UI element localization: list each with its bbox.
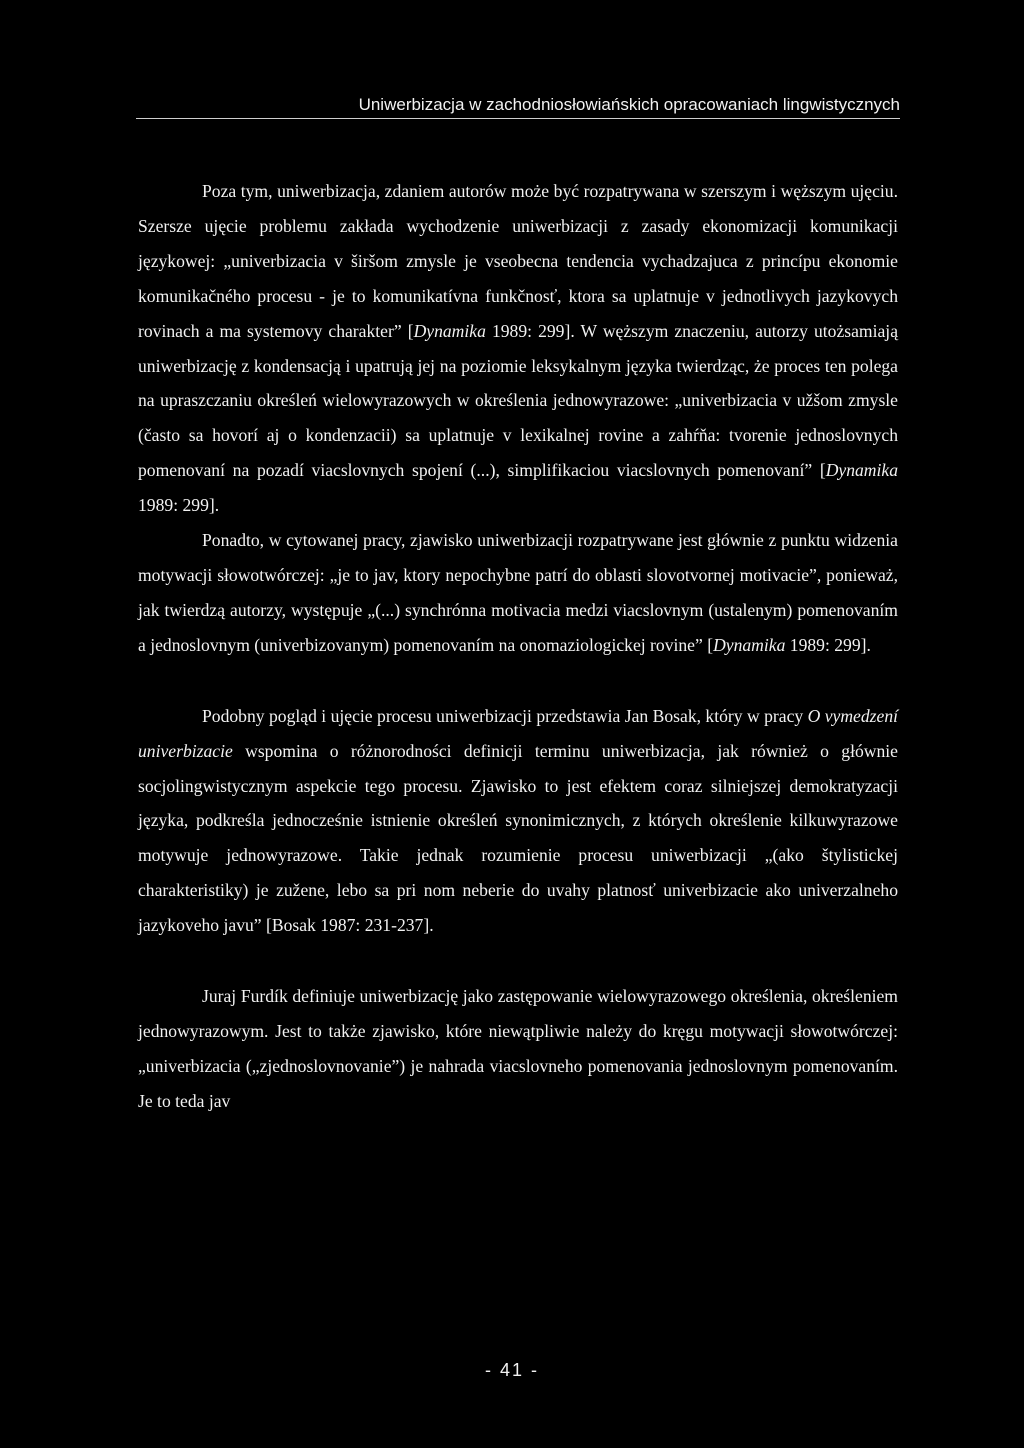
paragraph-3-part-2: wspomina o różnorodności definicji terminu uniwerbizacja, jak również o głównie socjolingwistycznym aspekcie tego procesu. Zjawisko to jest efektem coraz silniejszej demokratyzacji języka, podkreśla jednocześnie istnienie określeń synonimicznych, z których określenie kilkuwyrazowe motywuje jednowyrazowe. Takie jednak rozumienie procesu uniwerbizacji „(ako štylistickej charakteristiky) je zužene, lebo sa pri nom neberie do uvahy platnosť univerbizacie ako univerzalneho jazykoveho javu” [Bosak 1987: 231-237]. <box>138 740 898 936</box>
running-header <box>136 94 900 119</box>
paragraph-3 <box>138 699 898 943</box>
work-title: O vymedzení univerbizacie <box>138 705 899 761</box>
paragraph-1-part-3: 1989: 299]. <box>138 495 220 516</box>
page-number: - 41 - <box>484 1360 539 1380</box>
paragraph-4 <box>138 979 898 1119</box>
citation-dynamika-2: Dynamika <box>825 460 898 481</box>
paragraph-1 <box>138 174 898 523</box>
paragraph-2 <box>138 523 898 663</box>
paragraph-2-part-1: Ponadto, w cytowanej pracy, zjawisko uniwerbizacji rozpatrywane jest głównie z punktu widzenia motywacji słowotwórczej: „je to jav, ktory nepochybne patrí do oblasti slovotvornej motivacie”, ponieważ, jak twierdzą autorzy, występuje „(...) synchrónna motivacia medzi viacslovnym (ustalenym) pomenovaním a jednoslovnym (univerbizovanym) pomenovaním na onomaziologickej rovine” [ <box>138 530 898 655</box>
running-title: Uniwerbizacja w zachodniosłowiańskich opracowaniach lingwistycznych <box>358 95 900 114</box>
citation-dynamika-1: Dynamika <box>413 320 486 341</box>
paragraph-1-part-2: 1989: 299]. W węższym znaczeniu, autorzy utożsamiają uniwerbizację z kondensacją i upatrują jej na poziomie leksykalnym języka twierdząc, że proces ten polega na upraszczaniu określeń wielowyrazowych w określenia jednowyrazowe: „univerbizacia v užšom zmysle (často sa hovorí aj o kondenzacii) sa uplatnuje v lexikalnej rovine a zahŕňa: tvorenie jednoslovnych pomenovaní na pozadí viacslovnych spojení (...), simplifikaciou viacslovnych pomenovaní” [ <box>138 320 898 481</box>
paragraph-3-part-1: Podobny pogląd i ujęcie procesu uniwerbizacji przedstawia Jan Bosak, który w pracy <box>202 705 808 726</box>
page-body <box>138 174 898 1119</box>
paragraph-1-part-1: Poza tym, uniwerbizacja, zdaniem autorów może być rozpatrywana w szerszym i węższym ujęciu. Szersze ujęcie problemu zakłada wychodzenie uniwerbizacji z zasady ekonomizacji komunikacji językowej: „univerbizacia v širšom zmysle je vseobecna tendencia vychadzajuca z princípu ekonomie komunikačného procesu - je to komunikatívna funkčnosť, ktora sa uplatnuje v jednotlivych jazykovych rovinach a ma systemovy charakter” [ <box>138 181 898 341</box>
paragraph-2-part-2: 1989: 299]. <box>785 634 871 655</box>
citation-dynamika-3: Dynamika <box>713 634 786 655</box>
paragraph-4-part-1: Juraj Furdík definiuje uniwerbizację jako zastępowanie wielowyrazowego określenia, określeniem jednowyrazowym. Jest to także zjawisko, które niewątpliwie należy do kręgu motywacji słowotwórczej: „univerbizacia („zjednoslovnovanie”) je nahrada viacslovneho pomenovania jednoslovnym pomenovaním. Je to teda jav <box>138 986 898 1111</box>
